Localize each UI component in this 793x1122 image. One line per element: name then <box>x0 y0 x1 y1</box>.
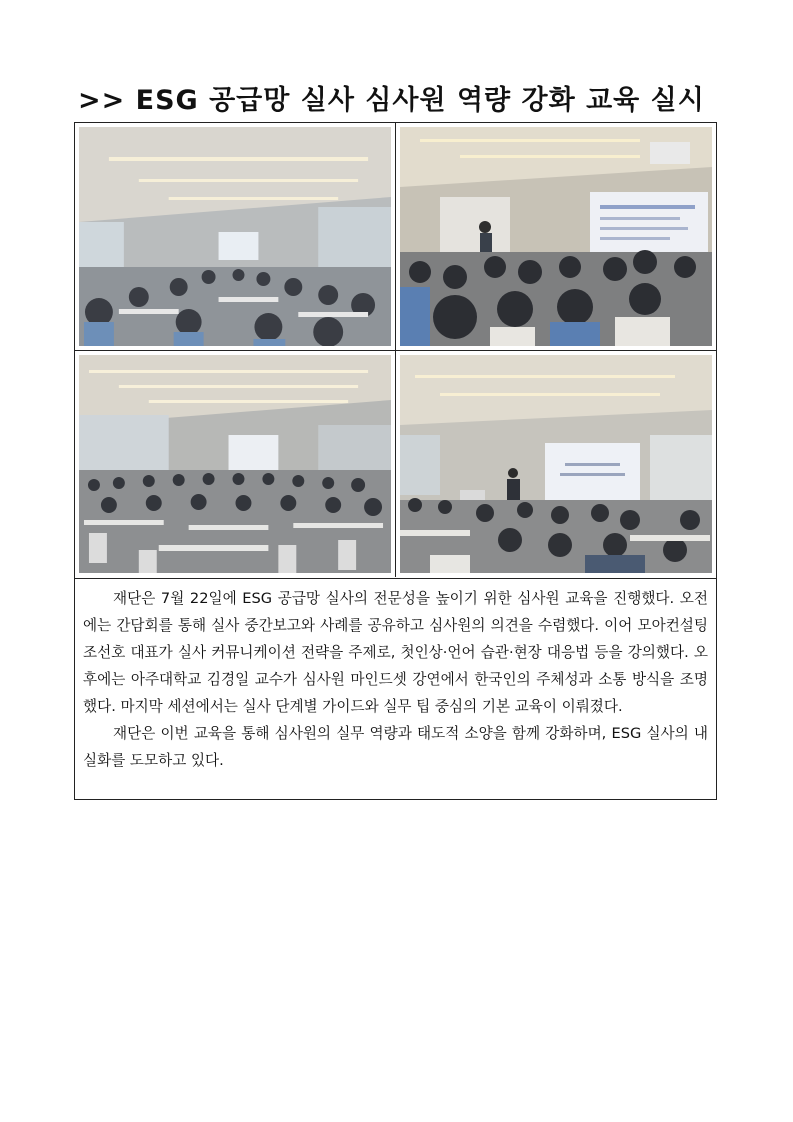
presenter-screen-photo <box>400 127 712 346</box>
article-body <box>75 578 716 799</box>
audience-wide-photo <box>79 355 391 573</box>
photo-row-bottom <box>75 351 716 577</box>
photo-cell-3 <box>75 351 396 577</box>
photo-cell-4 <box>396 351 716 577</box>
page-title: >> ESG 공급망 실사 심사원 역량 강화 교육 실시 <box>78 85 705 116</box>
seminar-room-photo <box>79 127 391 346</box>
article-frame <box>74 122 717 800</box>
body-paragraph-2: 재단은 이번 교육을 통해 심사원의 실무 역량과 태도적 소양을 함께 강화하며, ESG 실사의 내실화를 도모하고 있다. <box>83 725 708 769</box>
photo-row-top <box>75 123 716 351</box>
speaker-stage-photo <box>400 355 712 573</box>
photo-cell-1 <box>75 123 396 350</box>
photo-cell-2 <box>396 123 716 350</box>
body-paragraph-1: 재단은 7월 22일에 ESG 공급망 실사의 전문성을 높이기 위한 심사원 교육을 진행했다. 오전에는 간담회를 통해 실사 중간보고와 사례를 공유하고 심사원의 의견을 수렴했다. 이어 모아컨설팅 조선호 대표가 실사 커뮤니케이션 전략을 주제로, 첫인상·언어 습관·현장 대응법 등을 강의했다. 오후에는 아주대학교 김경일 교수가 심사원 마인드셋 강연에서 한국인의 주체성과 소통 방식을 조명했다. 마지막 세션에서는 실사 단계별 가이드와 실무 팁 중심의 기본 교육이 이뤄졌다. <box>83 590 708 715</box>
